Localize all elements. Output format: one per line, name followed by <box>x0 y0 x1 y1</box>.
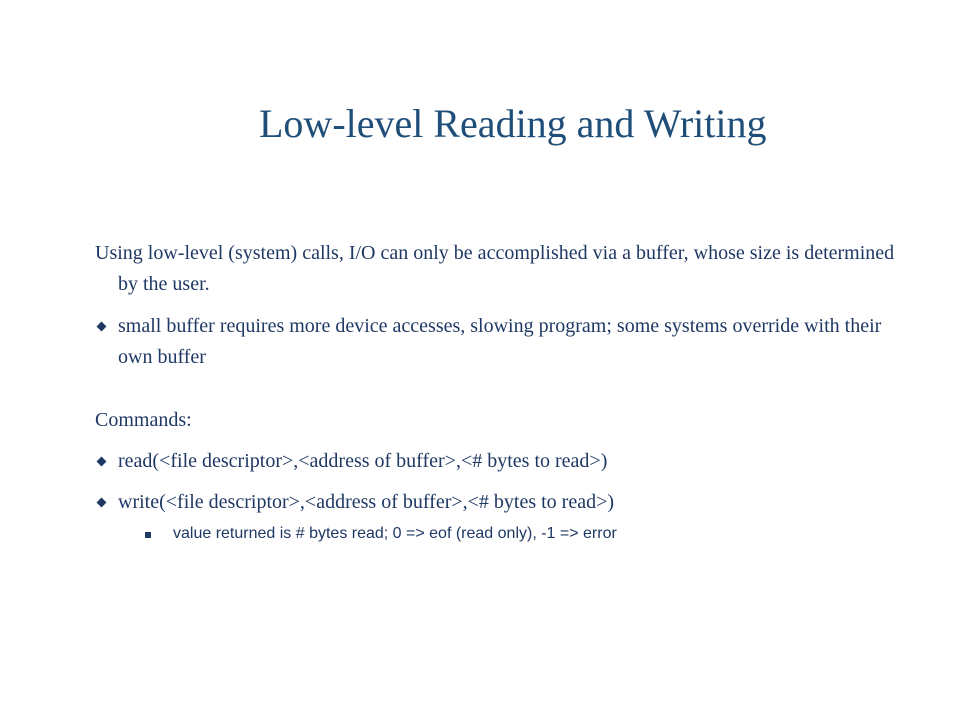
bullet-read-command <box>95 446 895 477</box>
square-bullet-icon <box>145 532 151 538</box>
bullet-buffer <box>95 311 895 373</box>
intro-paragraph: Using low-level (system) calls, I/O can only be accomplished via a buffer, whose size is determined by the user. <box>95 242 895 295</box>
return-value-note: value returned is # bytes read; 0 => eof (read only), -1 => error <box>173 525 617 542</box>
bullet-buffer-text: small buffer requires more device accesses, slowing program; some systems override with their own buffer <box>118 315 882 368</box>
bullet-write-command <box>95 487 895 518</box>
diamond-bullet-icon <box>97 498 107 508</box>
diamond-bullet-icon <box>97 322 107 332</box>
slide-title: Low-level Reading and Writing <box>259 101 767 146</box>
sub-bullet-return-value <box>95 521 895 547</box>
diamond-bullet-icon <box>97 457 107 467</box>
read-command-text: read(<file descriptor>,<address of buffer>,<# bytes to read>) <box>118 450 608 472</box>
slide-body <box>95 238 895 547</box>
write-command-text: write(<file descriptor>,<address of buffer>,<# bytes to read>) <box>118 491 615 513</box>
commands-label: Commands: <box>95 409 192 431</box>
